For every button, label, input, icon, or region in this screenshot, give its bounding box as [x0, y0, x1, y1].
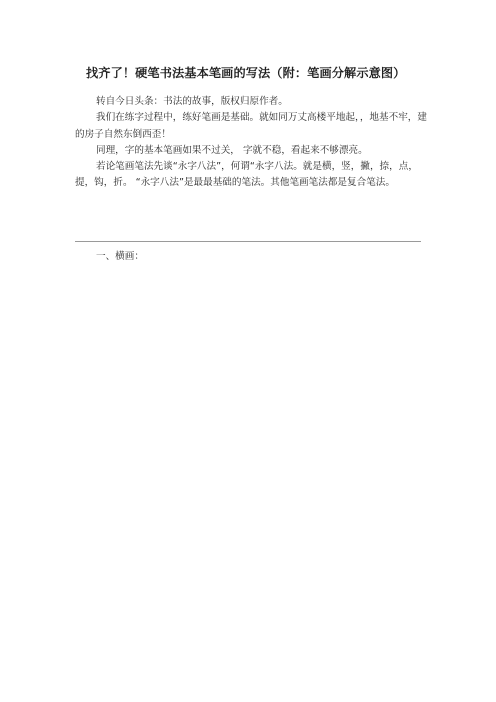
document-title: 找齐了！硬笔书法基本笔画的写法（附：笔画分解示意图） — [86, 66, 406, 80]
section-divider — [75, 241, 421, 242]
paragraph-source: 转自今日头条：书法的故事，版权归原作者。 — [96, 96, 288, 107]
section-heading-horizontal-stroke: 一、横画： — [96, 251, 144, 262]
document-body — [75, 94, 433, 192]
paragraph-stability: 同理，字的基本笔画如果不过关， 字就不稳，看起来不够漂亮。 — [96, 144, 368, 156]
paragraph-eight-principles: 若论笔画笔法先谈“永字八法”，何谓“永字八法。就是横，竖，撇，捺，点，提，钩，折。 “永字八法”是最最基础的笔法。其他笔画笔法都是复合笔法。 — [75, 161, 418, 189]
paragraph-foundation: 我们在练字过程中，练好笔画是基础。就如同万丈高楼平地起，，地基不牢，建的房子自然东倒西歪！ — [75, 112, 427, 140]
